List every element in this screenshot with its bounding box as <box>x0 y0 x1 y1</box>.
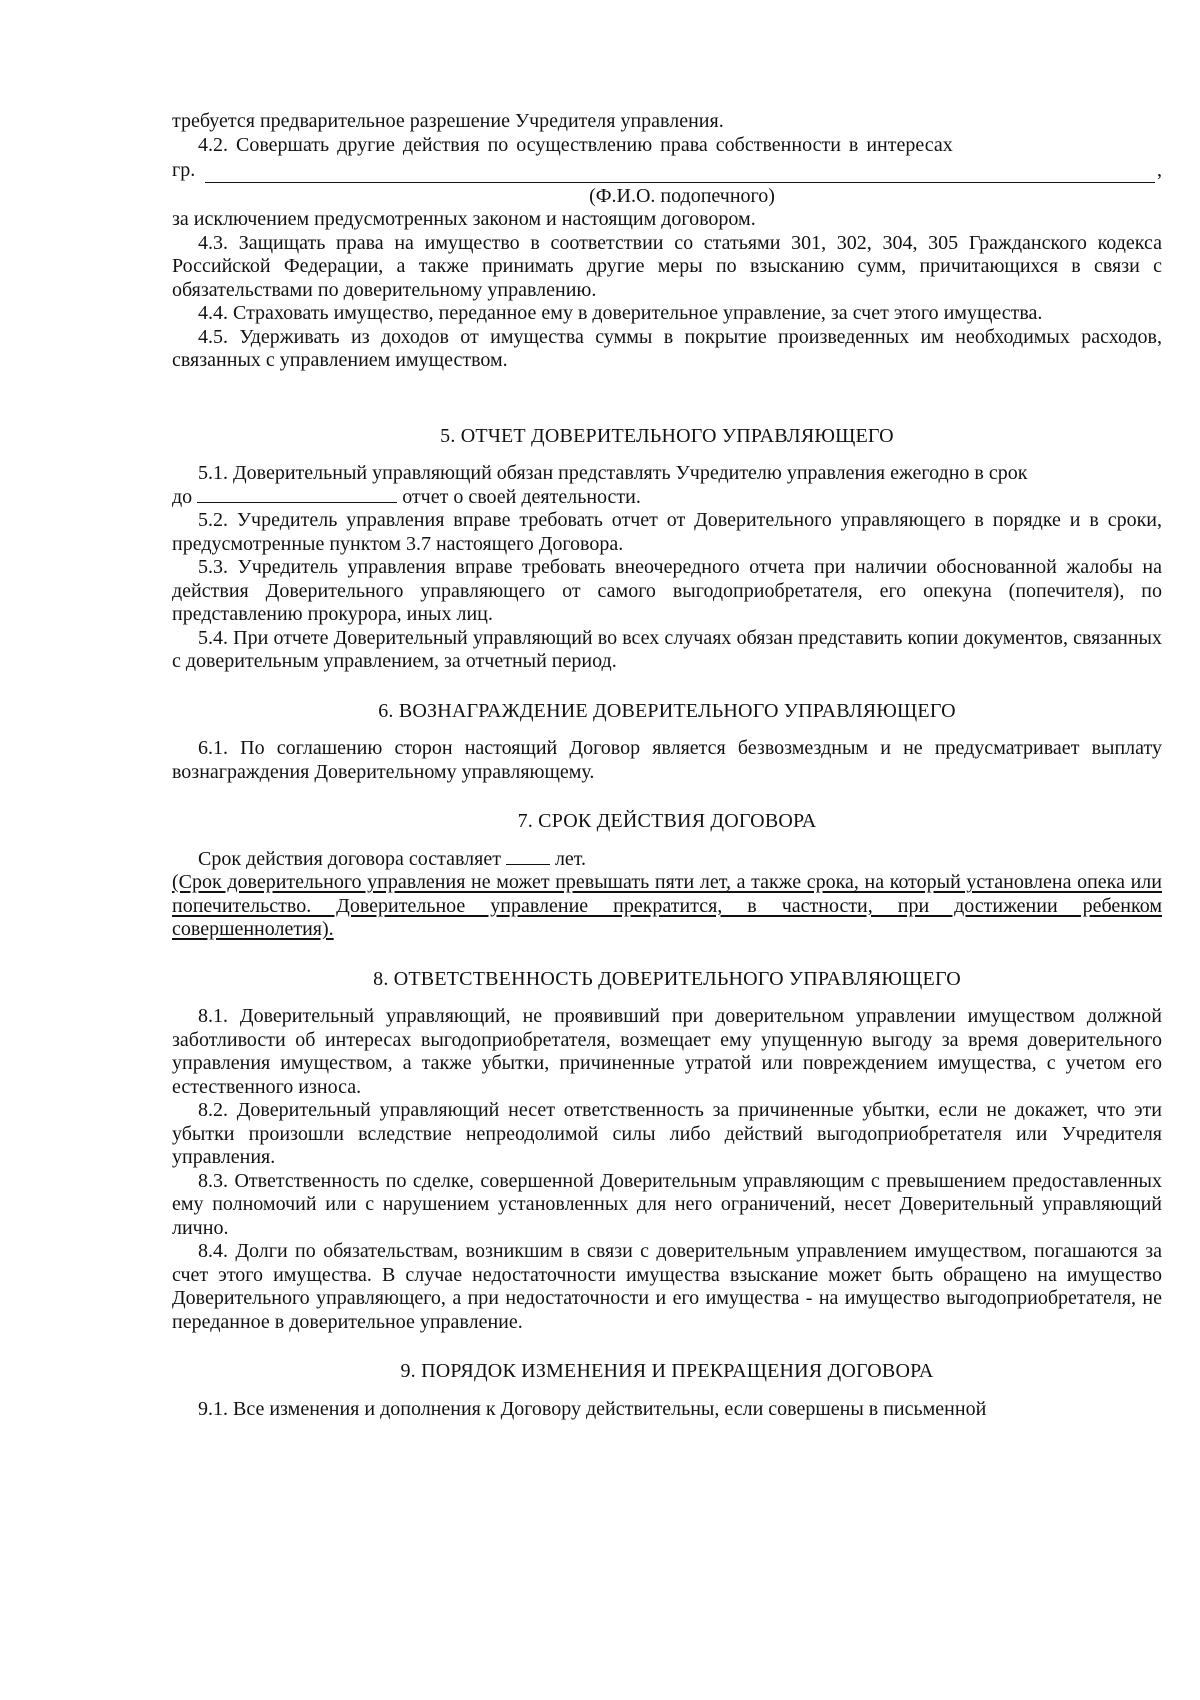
clause-4-3: 4.3. Защищать права на имущество в соответствии со статьями 301, 302, 304, 305 Гражданского кодекса Российской Федерации, а также принимать другие меры по взысканию сумм, причитающихся в связи с обязательствами по доверительному управлению. <box>172 231 1162 301</box>
term-years-blank <box>506 848 550 865</box>
clause-5-3: 5.3. Учредитель управления вправе требовать внеочередного отчета при наличии обоснованной жалобы на действия Доверительного управляющего от самого выгодоприобретателя, его опекуна (попечителя), по представлению прокурора, иных лиц. <box>172 556 1162 625</box>
fio-caption: (Ф.И.О. подопечного) <box>589 184 775 207</box>
clause-5-1 <box>172 462 1162 486</box>
clause-4-2-tail: за исключением предусмотренных законом и настоящим договором. <box>172 208 756 230</box>
clause-5-1-tail: отчет о своей деятельности. <box>402 485 641 508</box>
term-text: Срок действия договора составляет <box>198 847 501 870</box>
section-8-title: 8. ОТВЕТСТВЕННОСТЬ ДОВЕРИТЕЛЬНОГО УПРАВЛЯЮЩЕГО <box>373 967 961 990</box>
section-5-title: 5. ОТЧЕТ ДОВЕРИТЕЛЬНОГО УПРАВЛЯЮЩЕГО <box>440 424 894 447</box>
clause-8-2: 8.2. Доверительный управляющий несет ответственность за причиненные убытки, если не докажет, что эти убытки произошли вследствие непреодолимой силы либо действий выгодоприобретателя или Учредителя управления. <box>172 1099 1162 1168</box>
ward-name-line <box>172 159 1162 183</box>
clause-8-3: 8.3. Ответственность по сделке, совершенной Доверительным управляющим с превышением предоставленных ему полномочий или с нарушением установленных для него ограничений, несет Доверительный управляющий лично. <box>172 1169 1162 1239</box>
clause-9-1: 9.1. Все изменения и дополнения к Договору действительны, если совершены в письменной <box>198 1397 987 1420</box>
clause-4-2: 4.2. Совершать другие действия по осуществлению права собственности в интересах <box>198 133 953 156</box>
clause-8-4: 8.4. Долги по обязательствам, возникшим в связи с доверительным управлением имуществом, погашаются за счет этого имущества. В случае недостаточности имущества взыскание может быть обращено на имущество Доверительного управляющего, а при недостаточности и его имущества - на имущество выгодоприобретателя, не переданное в доверительное управление. <box>172 1240 1162 1333</box>
section-7-title: 7. СРОК ДЕЙСТВИЯ ДОГОВОРА <box>517 810 817 832</box>
ward-name-comma: , <box>1157 159 1162 181</box>
clause-5-1-line2 <box>172 486 1162 510</box>
clause-8-1: 8.1. Доверительный управляющий, не проявивший при доверительном управлении имуществом должной заботливости об интересах выгодоприобретателя, возмещает ему упущенную выгоду за время доверительного управления имуществом, а также убытки, причиненные утратой или повреждением имущества, с учетом его естественного износа. <box>172 1005 1162 1098</box>
clause-5-2: 5.2. Учредитель управления вправе требовать отчет от Доверительного управляющего в порядке и в сроки, предусмотренные пунктом 3.7 настоящего Договора. <box>172 509 1162 555</box>
clause-5-1-do: до <box>172 485 193 508</box>
gr-label: гр. <box>172 159 196 181</box>
clause-4-5: 4.5. Удерживать из доходов от имущества суммы в покрытие произведенных им необходимых расходов, связанных с управлением имуществом. <box>172 325 1162 371</box>
section-6-title: 6. ВОЗНАГРАЖДЕНИЕ ДОВЕРИТЕЛЬНОГО УПРАВЛЯЮЩЕГО <box>378 699 956 722</box>
intro-line: требуется предварительное разрешение Учредителя управления. <box>172 110 724 132</box>
section-9-title: 9. ПОРЯДОК ИЗМЕНЕНИЯ И ПРЕКРАЩЕНИЯ ДОГОВОРА <box>400 1360 934 1382</box>
clause-4-4: 4.4. Страховать имущество, переданное ему в доверительное управление, за счет этого имущества. <box>198 302 1043 324</box>
clause-5-4: 5.4. При отчете Доверительный управляющий во всех случаях обязан представить копии документов, связанных с доверительным управлением, за отчетный период. <box>172 626 1162 672</box>
term-note: (Срок доверительного управления не может превышать пяти лет, а также срока, на который установлена опека или попечительство. Доверительное управление прекратится, в частности, при достижении ребенком совершеннолетия). <box>172 871 1162 940</box>
ward-name-blank <box>205 164 1155 183</box>
report-deadline-blank <box>197 486 397 503</box>
clause-6-1: 6.1. По соглашению сторон настоящий Договор является безвозмездным и не предусматривает выплату вознаграждения Доверительному управляющему. <box>172 737 1162 783</box>
term-years-label: лет. <box>554 847 587 870</box>
term-line <box>172 848 1162 872</box>
clause-5-1-text: 5.1. Доверительный управляющий обязан представлять Учредителю управления ежегодно в срок <box>198 462 1028 484</box>
